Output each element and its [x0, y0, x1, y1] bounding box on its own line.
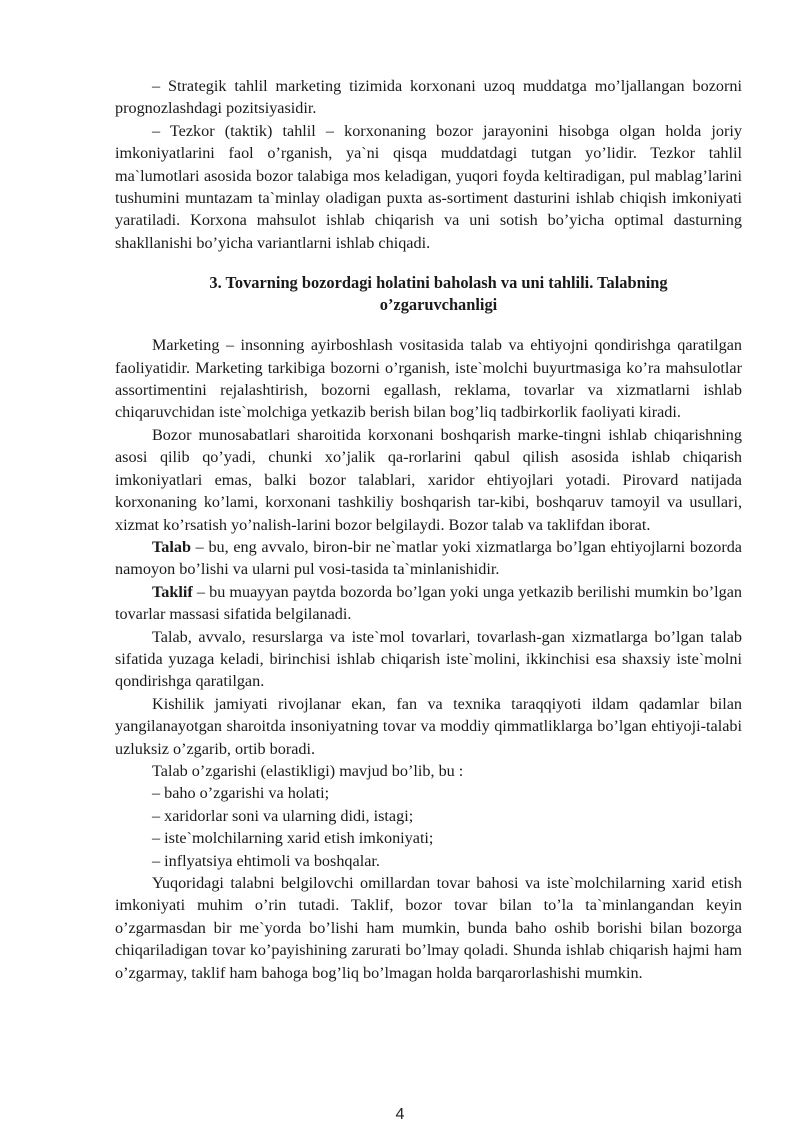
- paragraph-market-relations: Bozor munosabatlari sharoitida korxonani boshqarish marke-tingni ishlab chiqarishning asosi qilib qo’yadi, chunki xo’jalik qa-rorlarini qabul qilish asosida ishlab chiqarish imkoniyatlari emas, balki bozor talablari, xaridor ehtiyojlari yotadi. Pirovard natijada korxonaning ko’lami, korxonani tashkiliy boshqarish tar-kibi, boshqaruv tamoyil va usullari, xizmat ko’rsatish yo’nalish-larini bozor belgilaydi. Bozor talab va taklifdan iborat.: [115, 425, 742, 534]
- supply-definition-text: – bu muayyan paytda bozorda bo’lgan yoki unga yetkazib berilishi mumkin bo’lgan tovarlar massasi sifatida belgilanadi.: [115, 582, 742, 624]
- term-demand: Talab: [152, 537, 191, 556]
- list-item: – inflyatsiya ehtimoli va boshqalar.: [152, 851, 380, 870]
- paragraph-conclusion: Yuqoridagi talabni belgilovchi omillardan tovar bahosi va iste`molchilarning xarid etish imkoniyati muhim o’rin tutadi. Taklif, bozor tovar bilan to’la ta`minlangandan keyin o’zgarmasdan bir me`yorda bo’lishi ham mumkin, bunda baho oshib borishi bilan bozorga chiqariladigan tovar ko’payishining zarurati bo’lmay qoladi. Shunda ishlab chiqarish hajmi ham o’zgarmay, taklif ham bahoga bog’liq bo’lmagan holda barqarorlashishi mumkin.: [115, 874, 742, 982]
- term-supply: Taklif: [152, 582, 193, 601]
- section-heading: 3. Tovarning bozordagi holatini baholash va uni tahlili. Talabning o’zgaruvchanligi: [209, 273, 668, 315]
- paragraph-society-development: Kishilik jamiyati rivojlanar ekan, fan va texnika taraqqiyoti ildam qadamlar bilan yangilanayotgan sharoitda insoniyatning tovar va moddiy qimmatliklarga bo’lgan ehtiyoji-talabi uzluksiz o’zgarib, ortib boradi.: [115, 694, 742, 758]
- paragraph-demand-definition: [115, 536, 742, 581]
- list-item: – xaridorlar soni va ularning didi, istagi;: [152, 806, 414, 825]
- paragraph-demand-types: Talab, avvalo, resurslarga va iste`mol tovarlari, tovarlash-gan xizmatlarga bo’lgan talab sifatida yuzaga keladi, birinchisi ishlab chiqarish iste`molini, ikkinchisi esa shaxsiy iste`molni qondirishga qaratilgan.: [115, 627, 742, 691]
- paragraph-tactical-analysis: – Tezkor (taktik) tahlil – korxonaning bozor jarayonini hisobga olgan holda joriy imkoniyatlarini faol o’rganish, ya`ni qisqa muddatdagi tutgan yo’lidir. Tezkor tahlil ma`lumotlari asosida bozor talabiga mos keladigan, yuqori foyda keltiradigan, pul mablag’larini tushumini muntazam ta`minlay oladigan puxta as-sortiment dasturini ishlab chiqish imkoniyati yaratiladi. Korxona mahsulot ishlab chiqarish va uni sotish bo’yicha optimal dasturning shakllanishi bo’yicha variantlarni ishlab chiqadi.: [115, 121, 742, 252]
- paragraph-elasticity-intro: Talab o’zgarishi (elastikligi) mavjud bo’lib, bu :: [152, 761, 464, 780]
- demand-definition-text: – bu, eng avvalo, biron-bir ne`matlar yoki xizmatlarga bo’lgan ehtiyojlarni bozorda namoyon bo’lishi va ularni pul vosi-tasida ta`minlanishidir.: [115, 537, 742, 579]
- list-item: – baho o’zgarishi va holati;: [152, 784, 330, 803]
- list-item: – iste`molchilarning xarid etish imkoniyati;: [152, 829, 434, 848]
- paragraph-strategic-analysis: – Strategik tahlil marketing tizimida korxonani uzoq muddatga mo’ljallangan bozorni prognozlashdagi pozitsiyasidir.: [115, 77, 742, 118]
- page-number: 4: [395, 1106, 405, 1123]
- paragraph-supply-definition: [115, 581, 742, 626]
- document-page: [115, 75, 742, 984]
- paragraph-marketing-definition: Marketing – insonning ayirboshlash vositasida talab va ehtiyojni qondirishga qaratilgan faoliyatidir. Marketing tarkibiga bozorni o’rganish, iste`molchi buyurtmasiga ko’ra mahsulotlar assortimentini rejalashtirish, bozorni egallash, reklama, tovarlar va xizmatlarni ishlab chiqaruvchidan iste`molchiga yetkazib berish bilan bog’liq tadbirkorlik faoliyati kiradi.: [115, 336, 742, 422]
